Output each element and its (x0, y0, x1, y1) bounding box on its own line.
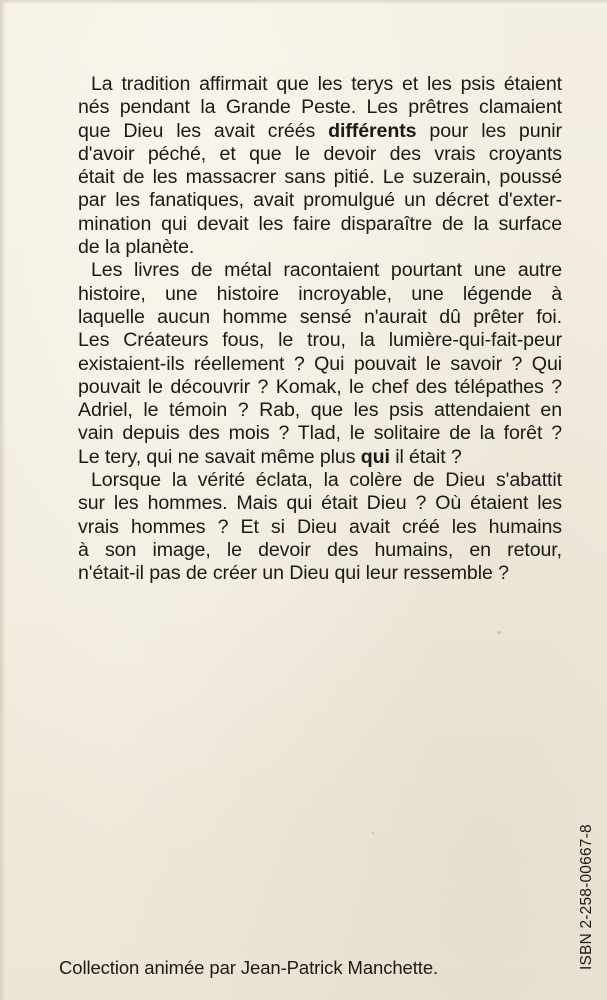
blurb-line: à son image, le devoir des humains, en retour, (78, 538, 562, 561)
page-edge-top (0, 0, 607, 4)
isbn-number: ISBN 2-258-00667-8 (578, 824, 595, 970)
blurb-line: Les Créateurs fous, le trou, la lumière-qui-fait-peur (78, 329, 562, 352)
paper-speck (372, 832, 374, 834)
blurb-paragraph (78, 73, 562, 259)
blurb-line: par les fanatiques, avait promulgué un décret d'exter- (78, 189, 562, 212)
blurb-line: histoire, une histoire incroyable, une légende à (78, 282, 562, 305)
blurb-paragraph (78, 469, 562, 585)
blurb-line: mination qui devait les faire disparaître de la surface (78, 212, 562, 235)
blurb-line: Les livres de métal racontaient pourtant une autre (91, 259, 562, 282)
blurb-line: Adriel, le témoin ? Rab, que les psis attendaient en (78, 399, 562, 422)
blurb-line: était de les massacrer sans pitié. Le suzerain, poussé (78, 166, 562, 189)
blurb-line: sur les hommes. Mais qui était Dieu ? Où étaient les (78, 492, 562, 515)
paper-speck (497, 631, 501, 634)
blurb-line: nés pendant la Grande Peste. Les prêtres clamaient (78, 96, 562, 119)
blurb-line: de la planète. (78, 236, 195, 259)
blurb-line: existaient-ils réellement ? Qui pouvait le savoir ? Qui (78, 352, 562, 375)
blurb-paragraph (78, 259, 562, 469)
blurb-line: vrais hommes ? Et si Dieu avait créé les humains (78, 515, 562, 538)
blurb-line: que Dieu les avait créés différents pour les punir (78, 119, 562, 142)
collection-credit: Collection animée par Jean-Patrick Manchette. (59, 957, 439, 978)
blurb-line: Le tery, qui ne savait même plus qui il était ? (78, 445, 462, 468)
emphasized-word: différents (328, 119, 417, 142)
blurb-line: vain depuis des mois ? Tlad, le solitaire de la forêt ? (78, 422, 562, 445)
blurb-line: laquelle aucun homme sensé n'aurait dû prêter foi. (78, 305, 562, 328)
emphasized-word: qui (360, 445, 390, 468)
blurb-line: pouvait le découvrir ? Komak, le chef des télépathes ? (78, 375, 562, 398)
blurb-line: n'était-il pas de créer un Dieu qui leur ressemble ? (78, 562, 509, 585)
blurb-text (78, 73, 562, 586)
blurb-line: d'avoir péché, et que le devoir des vrais croyants (78, 142, 562, 165)
blurb-line: La tradition affirmait que les terys et les psis étaient (91, 73, 562, 95)
blurb-line: Lorsque la vérité éclata, la colère de Dieu s'abattit (91, 469, 562, 492)
page-edge-left (0, 0, 6, 1000)
